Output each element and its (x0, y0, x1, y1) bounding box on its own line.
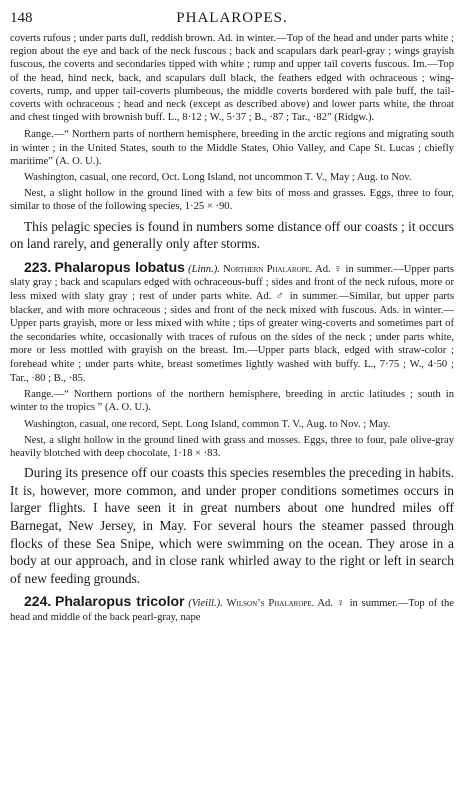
range-paragraph: Range.—“ Northern portions of the northern hemisphere, breeding in arctic latitudes ; south in winter to the tropics ” (A. O. U.). (10, 389, 454, 414)
page-number: 148 (10, 10, 33, 26)
range-paragraph: Range.—“ Northern parts of northern hemisphere, breeding in the arctic regions and migrating south in winter ; in the United States, south to the Middle States, Ohio Valley, and Cape St. Lucas ; chiefly maritime” (A. O. U.). (10, 129, 454, 167)
species-description: Ad. ♀ in summer.—Top of the head and middle of the back pearl-gray, nape (10, 598, 454, 623)
remarks-paragraph: This pelagic species is found in numbers some distance off our coasts ; it occurs on land rarely, and generally only after storms. (10, 218, 454, 252)
species-number: 223. (24, 258, 52, 275)
species-common-name: Wilson’s Phalarope. (226, 598, 315, 610)
species-entry-224 (10, 595, 454, 624)
species-description: Ad. ♀ in summer.—Upper parts slaty gray ; back and scapulars edged with ochraceous-buff ; sides and front of the neck rufous, more or less mixed with slaty gray ; rest of under parts white. Ad. ♂ in summer.—Similar, but upper parts blacker, and with more ochraceous ; sides and front of the neck mixed with fuscous. Ads. in winter.—Upper parts grayish, more or less mixed with white ; tips of greater wing-coverts and sometimes part of the secondaries white, occasionally with traces of rufous on the sides of the neck ; under parts white, more or less mottled with grayish on the breast. Im.—Upper parts black, edged with straw-color ; forehead white ; under parts white, breast sometimes lightly washed with buffy. L., 7·75 ; W., 4·50 ; Tar., ·80 ; B., ·85. (10, 263, 454, 384)
species-number: 224. (24, 593, 52, 610)
species-entry-223 (10, 258, 454, 385)
running-title: PHALAROPES. (176, 10, 288, 26)
description-continued: coverts rufous ; under parts dull, reddish brown. Ad. in winter.—Top of the head and under parts white ; region about the eye and back of the neck fuscous ; back and scapulars dark pearl-gray ; wings grayish fuscous, the coverts and secondaries tipped with white ; rump and upper tail coverts fuscous. Im.—Top of the head, hind neck, back, and scapulars dull black, the feathers edged with ochraceous ; wing-coverts, rump, and upper tail-coverts plumbeous, the middle coverts bordered with pale buff, the tail-coverts with ochraceous ; head and neck (except as described above) and lower parts white, the throat and chest tinged with brownish buff. L., 8·12 ; W., 5·37 ; B., ·87 ; Tar., ·82” (Ridgw.). (10, 33, 454, 124)
local-records-paragraph: Washington, casual, one record, Oct. Long Island, not uncommon T. V., May ; Aug. to Nov. (24, 172, 412, 184)
local-records-paragraph: Washington, casual, one record, Sept. Long Island, common T. V., Aug. to Nov. ; May. (24, 418, 391, 430)
species-latin-name: Phalaropus lobatus (54, 258, 185, 275)
species-authority: (Linn.). (188, 263, 220, 275)
running-header (10, 8, 454, 32)
remarks-paragraph: During its presence off our coasts this species resembles the preceding in habits. It is, however, more common, and under proper conditions sometimes occurs in larger flights. I have seen it in great numbers about one hundred miles off Barnegat, New Jersey, in May. For several hours the steamer passed through flocks of these Sea Snipe, which were swimming on the ocean. They arose in a body at our approach, and in close rank whirled away to the right or left in search of new feeding grounds. (10, 465, 454, 586)
nest-eggs-paragraph: Nest, a slight hollow in the ground lined with grass and mosses. Eggs, three to four, pale olive-gray heavily blotched with deep chocolate, 1·18 × ·83. (10, 434, 454, 459)
nest-eggs-paragraph: Nest, a slight hollow in the ground lined with a few bits of moss and grasses. Eggs, three to four, similar to those of the following species, 1·25 × ·90. (10, 188, 454, 213)
species-common-name: Northern Phalarope. (223, 263, 313, 275)
species-authority: (Vieill.). (188, 598, 223, 610)
species-latin-name: Phalaropus tricolor (55, 593, 185, 610)
